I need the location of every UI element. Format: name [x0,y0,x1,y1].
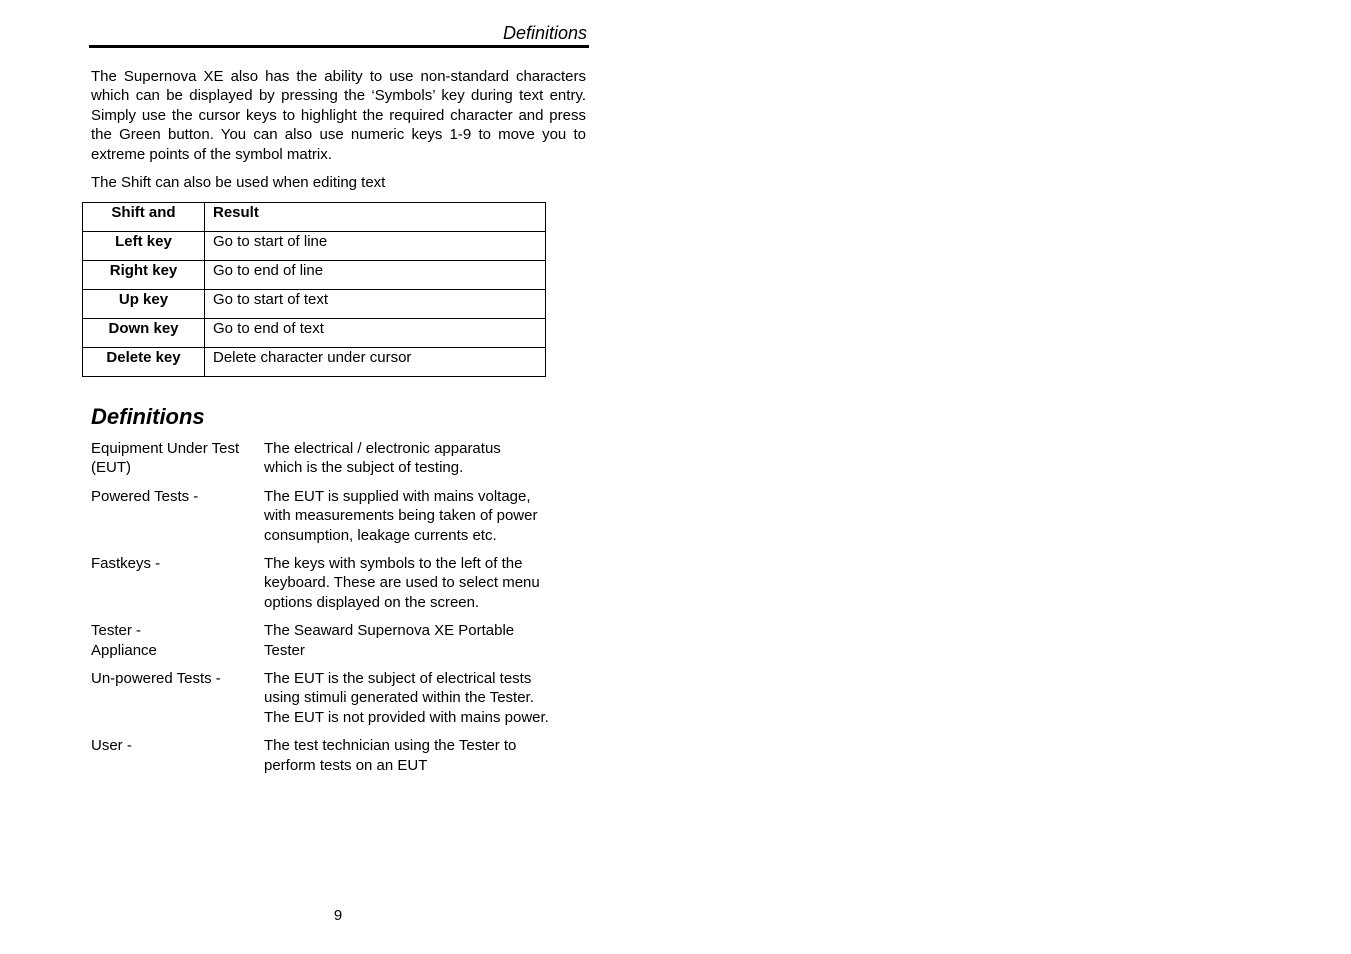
shift-key-table [82,202,546,377]
table-cell-key: Delete key [83,348,205,377]
table-row [83,232,546,261]
definitions-heading: Definitions [91,404,205,429]
definition-term: Tester - Appliance [91,622,157,659]
definition-item [91,439,591,478]
table-cell-key: Down key [83,319,205,348]
table-cell-key: Up key [83,290,205,319]
table-row [83,290,546,319]
definition-description: The test technician using the Tester to perform tests on an EUT [264,737,517,774]
definition-term: Equipment Under Test (EUT) [91,440,240,477]
header-rule [89,45,589,48]
table-cell-result: Go to start of text [205,290,546,319]
definition-term: Powered Tests - [91,487,199,505]
table-header-row [83,203,546,232]
table-row [83,319,546,348]
page-number: 9 [333,907,343,924]
definition-description: The electrical / electronic apparatus which is the subject of testing. [264,440,501,477]
definition-term: User - [91,737,132,755]
table-header-result: Result [205,203,546,232]
shift-note: The Shift can also be used when editing text [91,174,386,191]
definition-description: The keys with symbols to the left of the keyboard. These are used to select menu options displayed on the screen. [264,555,540,611]
table-cell-key: Left key [83,232,205,261]
definition-description: The EUT is the subject of electrical tests using stimuli generated within the Tester. The EUT is not provided with mains power. [264,670,549,726]
table-cell-key: Right key [83,261,205,290]
table-row [83,261,546,290]
table-header-shift: Shift and [83,203,205,232]
table-cell-result: Go to start of line [205,232,546,261]
table-cell-result: Go to end of line [205,261,546,290]
table-cell-result: Go to end of text [205,319,546,348]
running-header: Definitions [502,23,587,43]
definition-item [91,487,591,545]
table-row [83,348,546,377]
definition-description: The EUT is supplied with mains voltage, with measurements being taken of power consumption, leakage currents etc. [264,487,538,544]
table-cell-result: Delete character under cursor [205,348,546,377]
definition-description: The Seaward Supernova XE Portable Tester [264,622,515,659]
definition-term: Fastkeys - [91,555,161,573]
definition-item [91,554,591,612]
definition-item [91,621,591,660]
definitions-list [91,439,591,784]
intro-paragraph: The Supernova XE also has the ability to use non-standard characters which can be displayed by pressing the ‘Symbols’ key during text entry. Simply use the cursor keys to highlight the required character and press the Green button. You can also use numeric keys 1-9 to move you to extreme points of the symbol matrix. [91,68,586,163]
definition-item [91,736,591,775]
definition-item [91,669,591,727]
definition-term: Un-powered Tests - [91,670,221,688]
